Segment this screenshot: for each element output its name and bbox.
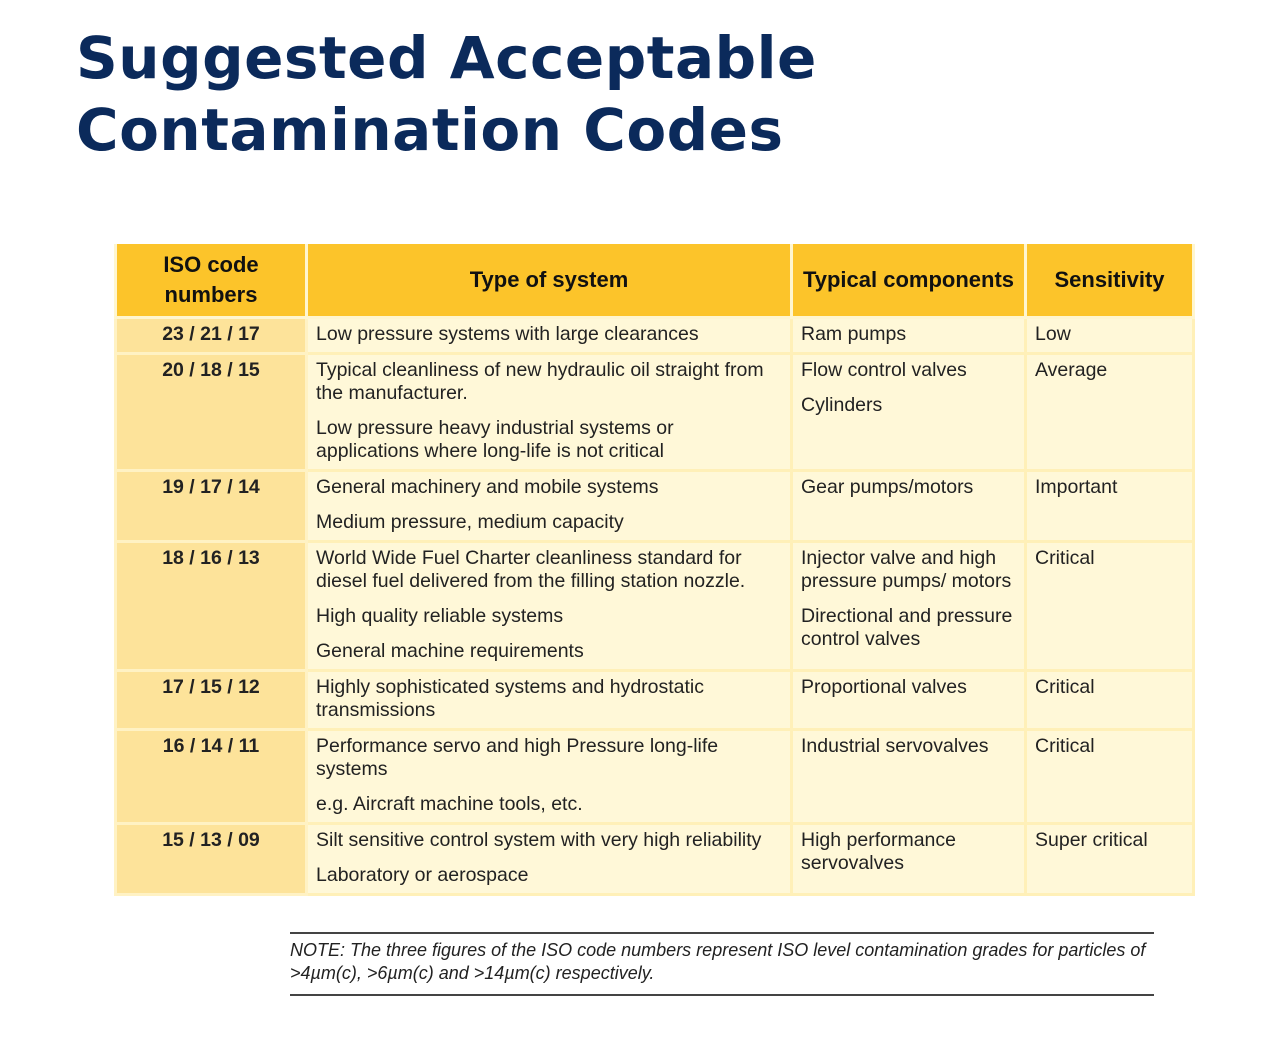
table-row (116, 318, 1194, 354)
system-line: Laboratory or aerospace (316, 864, 529, 886)
component-line: Gear pumps/motors (801, 476, 974, 498)
system-line: Highly sophisticated systems and hydrostatic transmissions (316, 676, 705, 721)
iso-code-cell: 16 / 14 / 11 (116, 730, 307, 824)
system-line: Low pressure systems with large clearances (316, 323, 699, 345)
components-cell (792, 318, 1026, 354)
component-line: High performance servovalves (801, 829, 956, 874)
iso-code-cell: 19 / 17 / 14 (116, 471, 307, 542)
components-cell (792, 730, 1026, 824)
sensitivity-cell: Average (1026, 354, 1194, 471)
component-line: Directional and pressure control valves (801, 605, 1013, 650)
system-cell (307, 730, 792, 824)
iso-code-cell: 15 / 13 / 09 (116, 824, 307, 895)
component-line: Flow control valves (801, 359, 967, 381)
table-header-row (116, 244, 1194, 318)
system-line: General machinery and mobile systems (316, 476, 659, 498)
system-line: e.g. Aircraft machine tools, etc. (316, 793, 583, 815)
system-cell (307, 824, 792, 895)
components-cell (792, 824, 1026, 895)
system-cell (307, 671, 792, 730)
header-type-of-system: Type of system (307, 244, 792, 318)
system-cell (307, 318, 792, 354)
system-line: Performance servo and high Pressure long-life systems (316, 735, 719, 780)
iso-code-cell: 20 / 18 / 15 (116, 354, 307, 471)
iso-code-cell: 18 / 16 / 13 (116, 542, 307, 671)
iso-code-cell: 17 / 15 / 12 (116, 671, 307, 730)
components-cell (792, 354, 1026, 471)
system-cell (307, 471, 792, 542)
system-line: Low pressure heavy industrial systems or applications where long-life is not critical (316, 417, 674, 462)
system-line: Silt sensitive control system with very high reliability (316, 829, 762, 851)
page-title: Suggested Acceptable Contamination Codes (76, 24, 817, 164)
sensitivity-cell: Important (1026, 471, 1194, 542)
table-row (116, 471, 1194, 542)
sensitivity-cell: Critical (1026, 542, 1194, 671)
system-cell (307, 542, 792, 671)
system-line: General machine requirements (316, 640, 584, 662)
component-line: Injector valve and high pressure pumps/ motors (801, 547, 1012, 592)
table-row (116, 542, 1194, 671)
sensitivity-cell: Critical (1026, 671, 1194, 730)
footnote: NOTE: The three figures of the ISO code numbers represent ISO level contamination grades for particles of >4µm(c), >6µm(c) and >14µm(c) respectively. (290, 932, 1154, 996)
header-typical-components: Typical components (792, 244, 1026, 318)
sensitivity-cell: Critical (1026, 730, 1194, 824)
header-sensitivity: Sensitivity (1026, 244, 1194, 318)
contamination-codes-table (114, 244, 1195, 896)
component-line: Cylinders (801, 394, 883, 416)
system-cell (307, 354, 792, 471)
header-iso-code-numbers: ISO code numbers (116, 244, 307, 318)
component-line: Industrial servovalves (801, 735, 989, 757)
components-cell (792, 471, 1026, 542)
sensitivity-cell: Low (1026, 318, 1194, 354)
components-cell (792, 671, 1026, 730)
component-line: Proportional valves (801, 676, 967, 698)
sensitivity-cell: Super critical (1026, 824, 1194, 895)
system-line: High quality reliable systems (316, 605, 564, 627)
table-row (116, 824, 1194, 895)
component-line: Ram pumps (801, 323, 907, 345)
system-line: World Wide Fuel Charter cleanliness standard for diesel fuel delivered from the filling station nozzle. (316, 547, 746, 592)
system-line: Typical cleanliness of new hydraulic oil straight from the manufacturer. (316, 359, 764, 404)
table-row (116, 354, 1194, 471)
table-row (116, 671, 1194, 730)
iso-code-cell: 23 / 21 / 17 (116, 318, 307, 354)
system-line: Medium pressure, medium capacity (316, 511, 624, 533)
table-row (116, 730, 1194, 824)
components-cell (792, 542, 1026, 671)
